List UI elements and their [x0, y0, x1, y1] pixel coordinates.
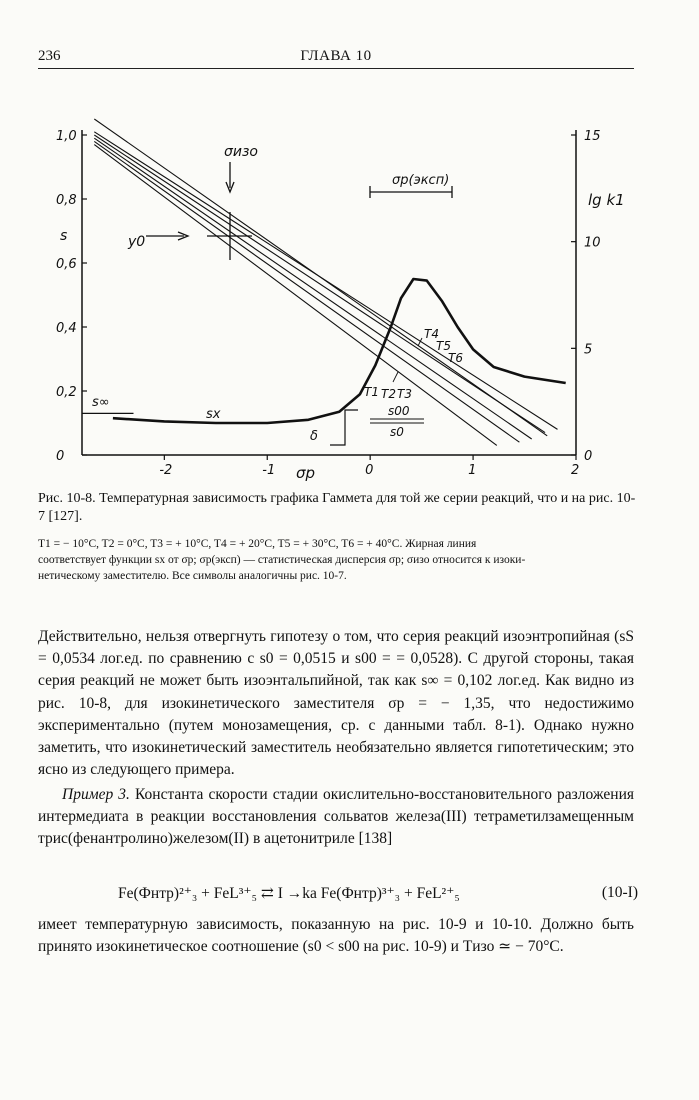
y-left-tick-label: 0,2 — [56, 385, 77, 400]
equation-body: Fe(Фнтр)²⁺₃ + FeL³⁺₅ ⇄ I →ka Fe(Фнтр)³⁺₃ + FeL²⁺₅ — [118, 885, 460, 902]
y-left-tick-label: 0 — [56, 449, 65, 464]
t-leader — [393, 372, 398, 382]
series-t6-line — [94, 119, 547, 436]
example-text: Константа скорости стадии окислительно-восстановительного разложения интермедиата в реакции восстановления сольватов железа(III) тетраметилзамещенным трис(фенантролино)железом(II) в ацетонитриле [138] — [38, 786, 635, 848]
t1-label: T1 — [364, 385, 379, 399]
y-left-axis-label: s — [60, 228, 68, 244]
series-t4-line — [94, 135, 545, 433]
page-number: 236 — [38, 48, 61, 64]
t4-label: T4 — [424, 327, 439, 341]
x-tick-label: -1 — [262, 463, 276, 478]
hammett-chart — [0, 0, 699, 490]
s-inf-label: s∞ — [92, 395, 110, 410]
figure-legend — [38, 536, 638, 584]
equation-number: (10-I) — [601, 884, 638, 901]
equation — [118, 884, 638, 903]
series-t3-line — [94, 138, 531, 439]
delta-step — [330, 410, 358, 445]
figure-caption: Рис. 10-8. Температурная зависимость графика Гаммета для той же серии реакций, что и на рис. 10-7 [127]. — [38, 491, 636, 524]
y-right-tick-label: 5 — [584, 342, 593, 358]
paragraph-example — [38, 784, 634, 851]
t3-label: T3 — [397, 387, 412, 401]
paragraph: Действительно, нельзя отвергнуть гипотезу о том, что серия реакций изоэнтропийная (sS = 0,0534 лог.ед. по сравнению с s0 = 0,0515 и s00 = = 0,0528). С другой стороны, такая серия реакций не может быть изоэнтальпийной, так как s∞ = 0,102 лог.ед. Как видно из рис. 10-8, для изокинетического заместителя σр = − 1,35, что недостижимо экспериментально (путем монозамещения, ср. с данными табл. 8-1). Однако нужно заметить, что изокинетический заместитель необязательно является гипотетическим; это ясно из следующего примера. — [38, 628, 634, 779]
sx-label: sx — [206, 407, 221, 422]
x-tick-label: -2 — [159, 463, 173, 478]
chapter-title: ГЛАВА 10 — [300, 48, 372, 64]
s0-label: s0 — [390, 425, 404, 439]
y0-label: y0 — [128, 234, 146, 250]
y-right-tick-label: 15 — [584, 129, 601, 144]
sigma-exp-label: σр(эксп) — [392, 173, 450, 188]
t6-label: T6 — [448, 351, 463, 365]
y-left-tick-label: 0,6 — [56, 257, 77, 272]
legend-line: соответствует функции sx от σр; σр(эксп) — статистическая дисперсия σр; σизо относится к изоки- — [38, 554, 526, 566]
sigma-iso-label: σизо — [224, 144, 258, 160]
legend-line: нетическому заместителю. Все символы аналогичны рис. 10-7. — [38, 570, 347, 582]
axis-ticks — [82, 135, 576, 460]
x-tick-label: 0 — [365, 463, 374, 478]
y-left-tick-label: 1,0 — [56, 129, 77, 144]
x-axis-label: σp — [296, 464, 316, 482]
s00-label: s00 — [388, 404, 410, 418]
t5-label: T5 — [436, 339, 451, 353]
legend-line: T1 = − 10°C, T2 = 0°C, T3 = + 10°C, T4 = + 20°C, T5 = + 30°C, T6 = + 40°C. Жирная линия — [38, 538, 477, 550]
y-left-tick-label: 0,8 — [56, 193, 77, 208]
y-right-tick-label: 0 — [584, 449, 593, 464]
paragraph: имеет температурную зависимость, показанную на рис. 10-9 и 10-10. Должно быть принято изокинетическое соотношение (s0 < s00 на рис. 10-9) и Tизо ≃ − 70°C. — [38, 916, 634, 956]
series-group — [82, 119, 566, 445]
y-right-tick-label: 10 — [584, 235, 601, 251]
y-right-axis-label: lg k1 — [588, 191, 625, 209]
x-tick-label: 1 — [468, 463, 477, 478]
series-t2-line — [94, 141, 519, 442]
y-left-tick-label: 0,4 — [56, 321, 77, 336]
plot-frame — [82, 130, 576, 455]
delta-label: δ — [310, 429, 318, 444]
example-lead: Пример 3. — [62, 786, 130, 803]
x-tick-label: 2 — [571, 463, 580, 478]
t2-label: T2 — [381, 387, 396, 401]
